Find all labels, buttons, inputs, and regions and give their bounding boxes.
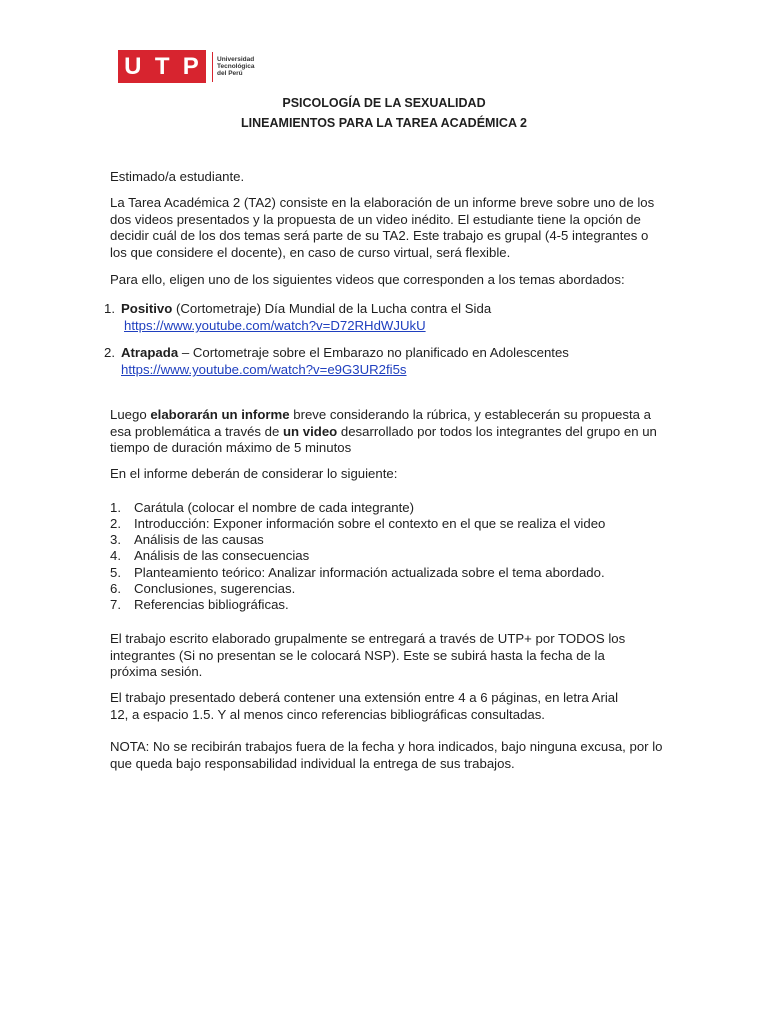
videos-intro: Para ello, eligen uno de los siguientes videos que corresponden a los temas abordados:: [110, 272, 625, 287]
intro-paragraph: La Tarea Académica 2 (TA2) consiste en la elaboración de un informe breve sobre uno de los dos videos presentados y la propuesta de un video inédito. El estudiante tiene la opción de decidir cuál de los dos temas será parte de su TA2. Este trabajo es grupal (4-5 integrantes o los que considere el docente), en caso de curso virtual, será flexible.: [110, 195, 655, 260]
document-subtitle: LINEAMIENTOS PARA LA TAREA ACADÉMICA 2: [241, 116, 527, 130]
video-url[interactable]: https://www.youtube.com/watch?v=D72RHdWJUkU: [124, 318, 426, 333]
video-link-positivo[interactable]: [124, 318, 684, 335]
informe-intro: En el informe deberán de considerar lo siguiente:: [110, 466, 398, 481]
text-run: breve considerando la rúbrica, y establecerán su propuesta a esa problemática a través de: [110, 407, 651, 439]
extension-line-1: El trabajo presentado deberá contener una extensión entre 4 a 6 páginas, en letra Arial: [110, 690, 619, 705]
logo-letter: T: [154, 52, 171, 80]
text-run-bold: un video: [283, 423, 338, 439]
list-number: 2.: [110, 516, 121, 531]
logo-line: Tecnológica: [217, 63, 255, 70]
informe-paragraph: [110, 407, 658, 457]
video-link-atrapada[interactable]: [121, 362, 681, 379]
list-text: Conclusiones, sugerencias.: [134, 581, 296, 596]
video-item-positivo: [121, 301, 681, 318]
list-number: 5.: [110, 565, 121, 580]
logo-letter: P: [182, 52, 200, 80]
logo-line: del Perú: [217, 70, 243, 77]
list-item: [110, 565, 605, 581]
entrega-paragraph: El trabajo escrito elaborado grupalmente se entregará a través de UTP+ por TODOS los integrantes (Si no presentan se le colocará NSP). Este se subirá hasta la fecha de la próxima sesión.: [110, 631, 626, 679]
list-text: Planteamiento teórico: Analizar información actualizada sobre el tema abordado.: [134, 565, 605, 580]
list-text: Referencias bibliográficas.: [134, 597, 289, 612]
list-number: 4.: [110, 548, 121, 563]
list-item: [110, 548, 309, 564]
list-number: 3.: [110, 532, 121, 547]
list-text: Análisis de las causas: [134, 532, 264, 547]
logo-line: Universidad: [217, 56, 255, 63]
list-number: 7.: [110, 597, 121, 612]
greeting: Estimado/a estudiante.: [110, 169, 245, 184]
list-item: [110, 597, 289, 613]
logo-divider: [212, 52, 213, 82]
list-text: Análisis de las consecuencias: [134, 548, 310, 563]
list-item: [110, 581, 295, 597]
logo-letter: U: [124, 52, 143, 80]
list-text: Carátula (colocar el nombre de cada integrante): [134, 500, 415, 515]
video-description: (Cortometraje) Día Mundial de la Lucha contra el Sida: [172, 301, 492, 316]
list-text: Introducción: Exponer información sobre el contexto en el que se realiza el video: [134, 516, 606, 531]
extension-line-2: 12, a espacio 1.5. Y al menos cinco referencias bibliográficas consultadas.: [110, 707, 545, 722]
list-item: [110, 500, 414, 516]
logo-wordmark: [217, 56, 254, 77]
text-run: desarrollado por todos los integrantes del grupo en un tiempo de duración máximo de 5 minutos: [110, 423, 657, 455]
list-number: 6.: [110, 581, 121, 596]
list-item: [110, 516, 605, 532]
nota-paragraph: NOTA: No se recibirán trabajos fuera de la fecha y hora indicados, bajo ninguna excusa, por lo que queda bajo responsabilidad individual la entrega de sus trabajos.: [110, 739, 663, 771]
text-run-bold: elaborarán un informe: [150, 407, 290, 422]
video-item-atrapada: [121, 345, 681, 362]
video-title: Atrapada: [121, 345, 179, 360]
video-description: – Cortometraje sobre el Embarazo no planificado en Adolescentes: [178, 345, 569, 360]
utp-logo-mark: [118, 50, 206, 83]
utp-logo: [118, 50, 254, 83]
list-number: 1.: [110, 500, 121, 515]
video-url[interactable]: https://www.youtube.com/watch?v=e9G3UR2fi5s: [121, 362, 407, 377]
video-title: Positivo: [121, 301, 173, 316]
video-number: 2.: [104, 345, 115, 360]
text-run: Luego: [110, 407, 151, 422]
video-number: 1.: [104, 301, 115, 316]
document-title: PSICOLOGÍA DE LA SEXUALIDAD: [282, 96, 486, 110]
list-item: [110, 532, 264, 548]
